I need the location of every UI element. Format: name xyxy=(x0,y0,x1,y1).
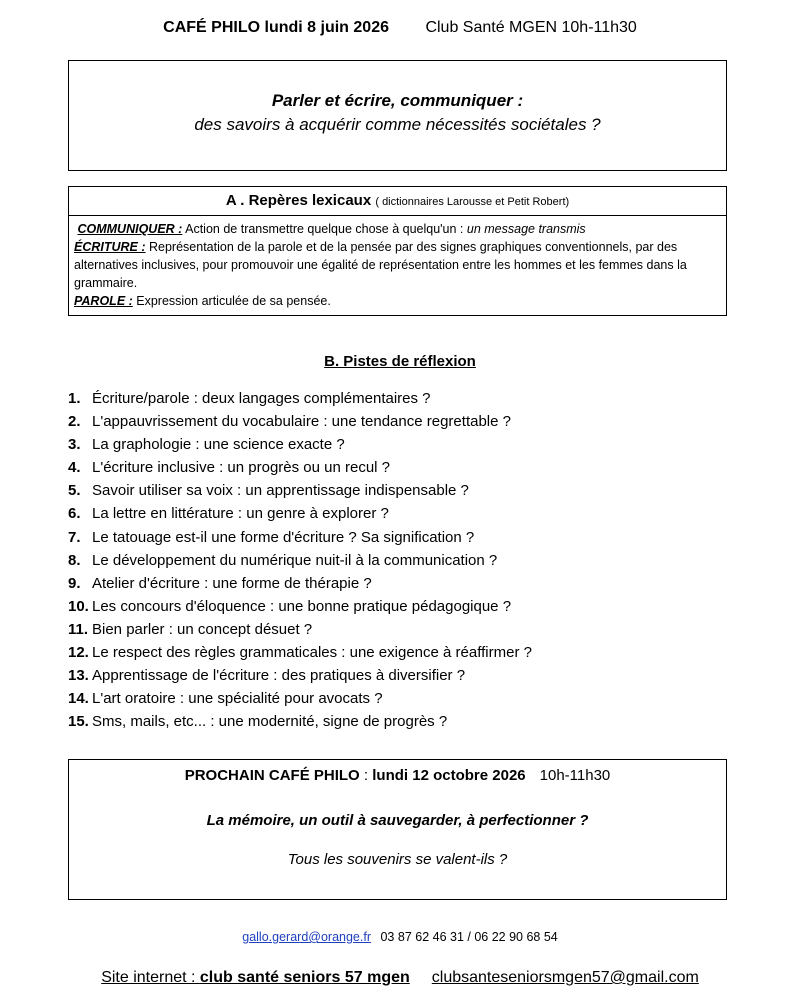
next-session-line xyxy=(69,767,726,784)
next-session-box xyxy=(68,759,727,900)
definition-term: PAROLE : xyxy=(74,294,133,308)
reflection-item-text: La graphologie : une science exacte ? xyxy=(92,436,345,454)
definition-text: Action de transmettre quelque chose à quelqu'un : xyxy=(182,222,467,236)
reflection-item-text: Apprentissage de l'écriture : des pratiques à diversifier ? xyxy=(92,667,466,685)
reflection-item xyxy=(68,433,748,456)
lexical-heading-row xyxy=(69,187,726,216)
reflection-item-text: Le développement du numérique nuit-il à la communication ? xyxy=(92,551,498,569)
lexical-heading: A . Repères lexicaux xyxy=(225,192,372,209)
next-session-label: PROCHAIN CAFÉ PHILO xyxy=(184,767,360,784)
next-session-separator: : xyxy=(359,767,373,784)
reflection-item-text: Atelier d'écriture : une forme de thérapie ? xyxy=(92,574,372,592)
reflection-item-number: 11. xyxy=(68,620,89,638)
contact-email-link[interactable]: gallo.gerard@orange.fr xyxy=(242,930,371,944)
reflection-list xyxy=(68,387,748,733)
reflection-item-text: Le tatouage est-il une forme d'écriture ? Sa signification ? xyxy=(92,528,475,546)
definition-communiquer xyxy=(74,220,722,238)
reflection-item-text: Bien parler : un concept désuet ? xyxy=(92,620,313,638)
website-label: Site internet : xyxy=(101,969,200,986)
reflection-item-number: 2. xyxy=(68,413,81,431)
event-date: CAFÉ PHILO lundi 8 juin 2026 xyxy=(163,19,389,36)
reflection-item xyxy=(68,572,748,595)
reflection-heading: B. Pistes de réflexion xyxy=(324,353,476,370)
reflection-item-text: Savoir utiliser sa voix : un apprentissage indispensable ? xyxy=(92,482,469,500)
reflection-item xyxy=(68,387,748,410)
reflection-item-number: 15. xyxy=(68,713,89,731)
reflection-item xyxy=(68,687,748,710)
topic-title: Parler et écrire, communiquer : xyxy=(271,91,524,110)
contact-phones: 03 87 62 46 31 / 06 22 90 68 54 xyxy=(380,930,558,944)
contact-line xyxy=(0,930,800,944)
definition-term: COMMUNIQUER : xyxy=(77,222,183,236)
reflection-item-number: 12. xyxy=(68,644,89,662)
reflection-item-text: L'appauvrissement du vocabulaire : une tendance regrettable ? xyxy=(92,413,511,431)
definition-term: ÉCRITURE : xyxy=(74,240,146,254)
reflection-item xyxy=(68,456,748,479)
reflection-item xyxy=(68,664,748,687)
next-session-subquestion: Tous les souvenirs se valent-ils ? xyxy=(287,851,508,868)
website-name: club santé seniors 57 mgen xyxy=(199,969,410,986)
definition-parole xyxy=(74,292,722,310)
reflection-item-text: Les concours d'éloquence : une bonne pratique pédagogique ? xyxy=(92,597,512,615)
reflection-item-text: Sms, mails, etc... : une modernité, signe de progrès ? xyxy=(92,713,448,731)
next-session-date: lundi 12 octobre 2026 xyxy=(372,767,526,784)
reflection-item xyxy=(68,479,748,502)
definition-ecriture xyxy=(74,238,722,292)
reflection-item xyxy=(68,410,748,433)
website-line xyxy=(0,969,800,987)
lexical-source: ( dictionnaires Larousse et Petit Robert) xyxy=(375,196,570,208)
reflection-item xyxy=(68,502,748,525)
reflection-item xyxy=(68,710,748,733)
reflection-item-number: 9. xyxy=(68,574,81,592)
reflection-item xyxy=(68,595,748,618)
reflection-item-number: 5. xyxy=(68,482,81,500)
reflection-item xyxy=(68,526,748,549)
reflection-item-text: L'écriture inclusive : un progrès ou un recul ? xyxy=(92,459,391,477)
reflection-item xyxy=(68,641,748,664)
reflection-item xyxy=(68,549,748,572)
reflection-item-text: Le respect des règles grammaticales : une exigence à réaffirmer ? xyxy=(92,644,532,662)
definition-text: Expression articulée de sa pensée. xyxy=(132,294,331,308)
definition-text: Représentation de la parole et de la pensée par des signes graphiques conventionnels, par des alternatives inclusives, pour promouvoir une égalité de représentation entre les hommes et les femmes dans la grammaire. xyxy=(74,240,687,290)
reflection-item-number: 4. xyxy=(68,459,81,477)
next-session-time: 10h-11h30 xyxy=(539,767,611,784)
definition-example: un message transmis xyxy=(466,222,586,236)
lexical-box xyxy=(68,186,727,316)
reflection-item-number: 1. xyxy=(68,390,81,407)
reflection-item-text: Écriture/parole : deux langages complémentaires ? xyxy=(92,390,431,407)
topic-subtitle: des savoirs à acquérir comme nécessités sociétales ? xyxy=(194,115,601,134)
event-header xyxy=(0,19,800,37)
topic-title-box xyxy=(68,60,727,171)
website-email: clubsanteseniorsmgen57@gmail.com xyxy=(431,969,699,986)
reflection-item-number: 14. xyxy=(68,690,89,708)
event-venue: Club Santé MGEN 10h-11h30 xyxy=(425,19,637,36)
reflection-item-number: 3. xyxy=(68,436,81,454)
reflection-item-number: 7. xyxy=(68,528,81,546)
reflection-item-number: 13. xyxy=(68,667,89,685)
reflection-item-text: L'art oratoire : une spécialité pour avocats ? xyxy=(92,690,383,708)
lexical-definitions xyxy=(69,216,726,310)
reflection-item-number: 8. xyxy=(68,551,81,569)
reflection-item xyxy=(68,618,748,641)
reflection-item-text: La lettre en littérature : un genre à explorer ? xyxy=(92,505,389,523)
reflection-item-number: 10. xyxy=(68,597,89,615)
reflection-item-number: 6. xyxy=(68,505,81,523)
next-session-question: La mémoire, un outil à sauvegarder, à perfectionner ? xyxy=(206,812,589,829)
